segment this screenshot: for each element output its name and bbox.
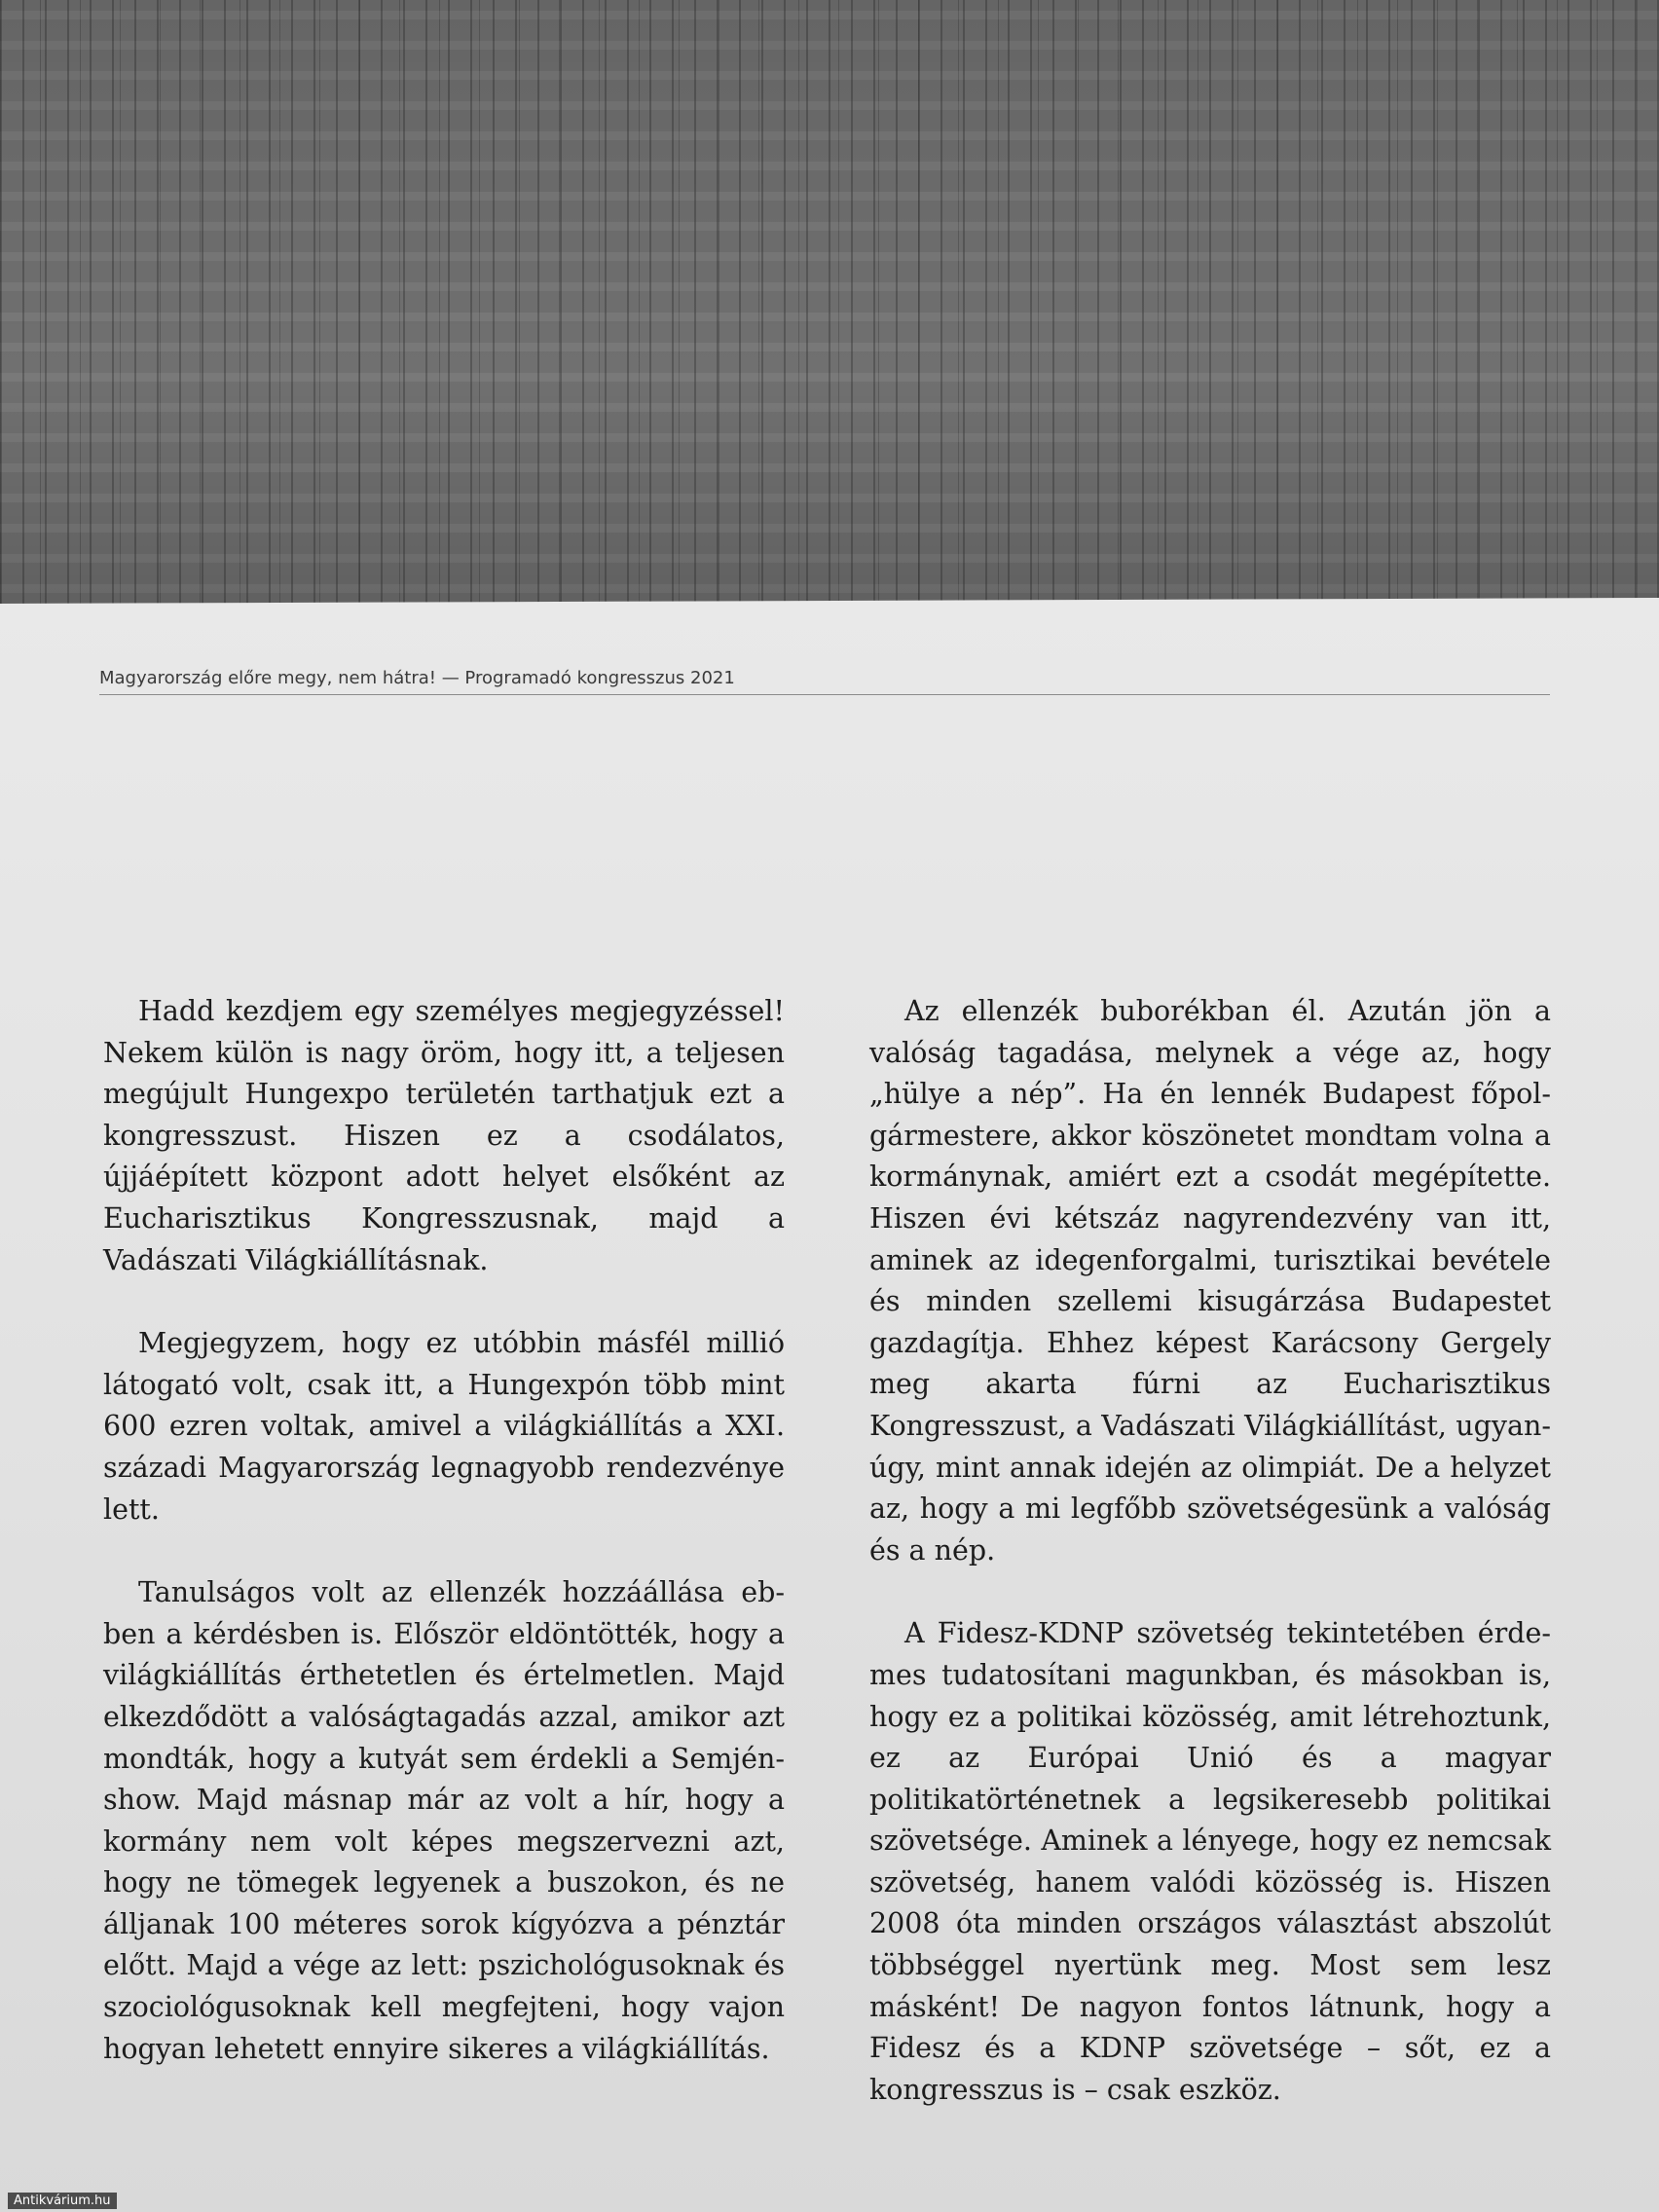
running-title: Magyarország előre megy, nem hátra! — Programadó kongresszus 2021	[99, 668, 735, 688]
left-column	[103, 991, 785, 2112]
wood-surface-background	[0, 0, 1659, 623]
right-column	[869, 991, 1551, 2153]
paragraph: Tanulságos volt az ellenzék hozzáállása ebben a kérdésben is. Először eldöntötték, hogy a világkiállítás érthetetlen és értelmetlen. Majd elkezdődött a valóságtagadás azzal, amikor azt mondták, hogy a kutyát sem érdekli a Semjén-show. Majd másnap már az volt a hír, hogy a kormány nem volt képes megszervezni azt, hogy ne tömegek legyenek a buszokon, és ne álljanak 100 méteres sorok kígyózva a pénztár előtt. Majd a vége az lett: pszichológusoknak és szociológusoknak kell megfejteni, hogy vajon hogyan lehetett ennyire sikeres a világkiállítás.	[103, 1576, 785, 2065]
paragraph: Megjegyzem, hogy ez utóbbin másfél millió látogató volt, csak itt, a Hungexpón több mint 600 ezren voltak, amivel a világkiállítás a XXI. századi Magyarország legnagyobb rendezvénye lett.	[103, 1327, 785, 1526]
watermark: Antikvárium.hu	[8, 2193, 117, 2209]
running-header	[99, 668, 1550, 688]
paragraph: A Fidesz-KDNP szövetség tekintetében érdemes tudatosítani magunkban, és másokban is, hogy ez a politikai közösség, amit létrehoztunk, ez az Európai Unió és a magyar politikatörténetnek a legsikeresebb politikai szövetsége. Aminek a lényege, hogy ez nemcsak szövetség, hanem valódi közösség is. Hiszen 2008 óta minden országos választást abszolút többséggel nyertünk meg. Most sem lesz másként! De nagyon fontos látnunk, hogy a Fidesz és a KDNP szövetsége – sőt, ez a kongresszus is – csak eszköz.	[869, 1617, 1551, 2106]
header-rule	[99, 694, 1550, 695]
paragraph: Az ellenzék buborékban él. Azután jön a valóság tagadása, melynek a vége az, hogy „hülye a nép”. Ha én lennék Budapest főpolgármestere, akkor köszönetet mondtam volna a kormánynak, amiért ezt a csodát megépítette. Hiszen évi kétszáz nagyrendezvény van itt, aminek az idegenforgalmi, turisztikai bevétele és minden szellemi kisugárzása Budapestet gazdagítja. Ehhez képest Karácsony Gergely meg akarta fúrni az Eucharisztikus Kongresszust, a Vadászati Világkiállítást, ugyanúgy, mint annak idején az olimpiát. De a helyzet az, hogy a mi legfőbb szövetségesünk a valóság és a nép.	[869, 995, 1551, 1567]
paragraph: Hadd kezdjem egy személyes megjegyzéssel! Nekem külön is nagy öröm, hogy itt, a teljesen megújult Hungexpo területén tarthatjuk ezt a kongresszust. Hiszen ez a csodálatos, újjáépített központ adott helyet elsőként az Eucharisztikus Kongresszusnak, majd a Vadászati Világkiállításnak.	[103, 995, 785, 1276]
